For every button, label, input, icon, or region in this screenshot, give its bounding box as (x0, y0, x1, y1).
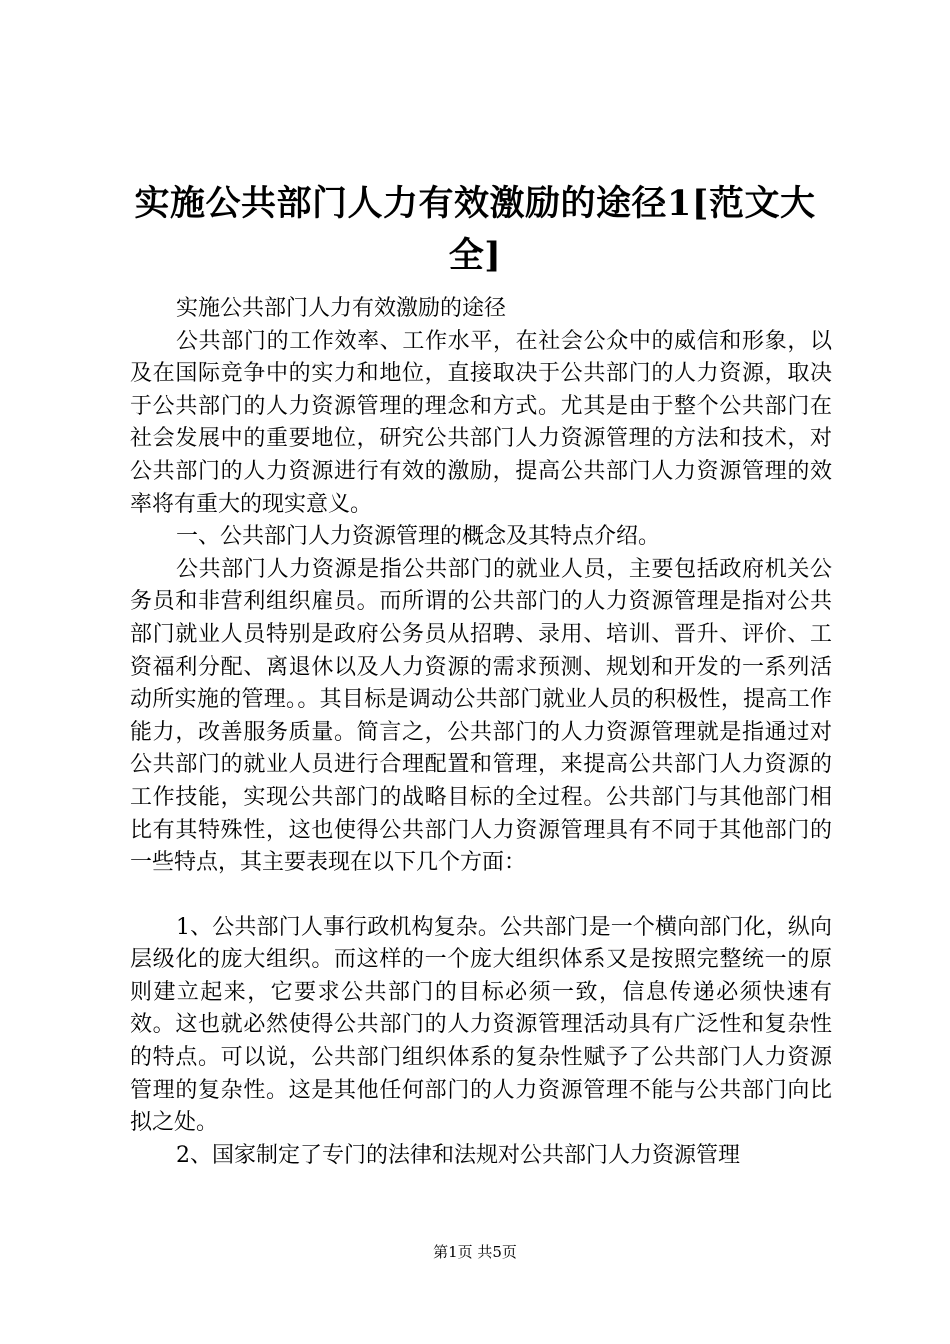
document-body (130, 293, 832, 1172)
section-heading: 一、公共部门人力资源管理的概念及其特点介绍。 (176, 524, 661, 550)
point-2-paragraph: 2、国家制定了专门的法律和法规对公共部门人力资源管理 (176, 1142, 740, 1168)
subtitle-paragraph: 实施公共部门人力有效激励的途径 (176, 296, 507, 321)
intro-paragraph: 公共部门的工作效率、工作水平，在社会公众中的威信和形象，以及在国际竞争中的实力和地位，直接取决于公共部门的人力资源，取决于公共部门的人力资源管理的理念和方式。尤其是由于整个公共部门在社会发展中的重要地位，研究公共部门人力资源管理的方法和技术，对公共部门的人力资源进行有效的激励，提高公共部门人力资源管理的效率将有重大的现实意义。 (130, 328, 832, 517)
document-title: 实施公共部门人力有效激励的途径1[范文大全] (134, 183, 816, 276)
page-footer: 第1页 共5页 (433, 1243, 517, 1261)
definition-paragraph: 公共部门人力资源是指公共部门的就业人员，主要包括政府机关公务员和非营利组织雇员。而所谓的公共部门的人力资源管理是指对公共部门就业人员特别是政府公务员从招聘、录用、培训、晋升、评价、工资福利分配、离退休以及人力资源的需求预测、规划和开发的一系列活动所实施的管理。。其目标是调动公共部门就业人员的积极性，提高工作能力，改善服务质量。简言之，公共部门的人力资源管理就是指通过对公共部门的就业人员进行合理配置和管理，来提高公共部门人力资源的工作技能，实现公共部门的战略目标的全过程。公共部门与其他部门相比有其特殊性，这也使得公共部门人力资源管理具有不同于其他部门的一些特点，其主要表现在以下几个方面： (130, 556, 832, 876)
point-1-paragraph: 1、公共部门人事行政机构复杂。公共部门是一个横向部门化，纵向层级化的庞大组织。而这样的一个庞大组织体系又是按照完整统一的原则建立起来，它要求公共部门的目标必须一致，信息传递必须快速有效。这也就必然使得公共部门的人力资源管理活动具有广泛性和复杂性的特点。可以说，公共部门组织体系的复杂性赋予了公共部门人力资源管理的复杂性。这是其他任何部门的人力资源管理不能与公共部门向比拟之处。 (130, 914, 832, 1136)
